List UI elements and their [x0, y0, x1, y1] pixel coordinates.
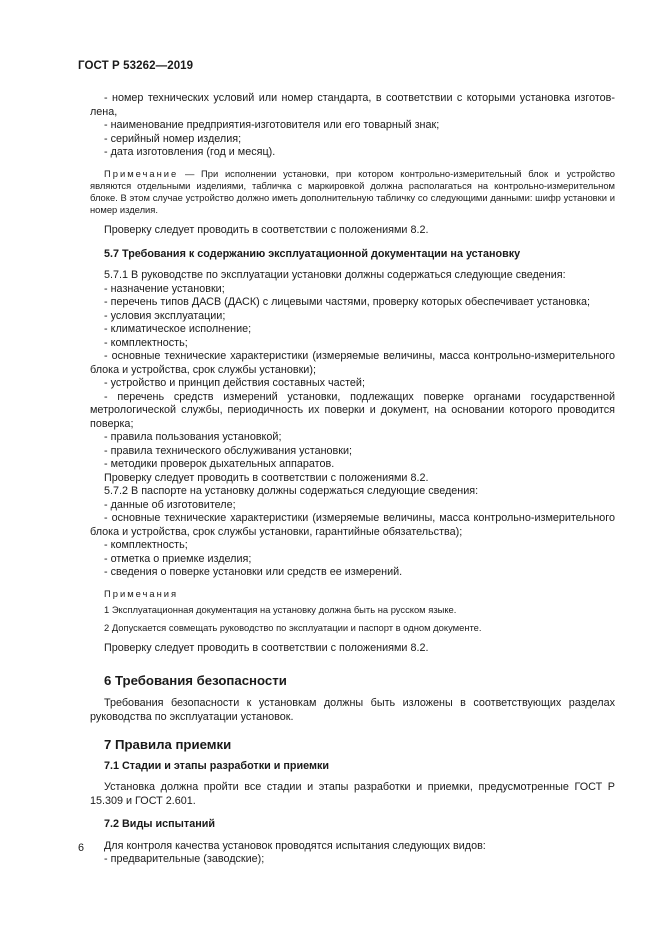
list-item: - сведения о поверке установки или средств ее измерений. — [104, 566, 403, 579]
note-item: 1 Эксплуатационная документация на установку должна быть на русском языке. — [104, 604, 457, 616]
list-item: - дата изготовления (год и месяц). — [104, 146, 276, 158]
list-item: - климатическое исполнение; — [104, 323, 252, 336]
list-item: - комплектность; — [104, 539, 188, 552]
section-heading-7-2: 7.2 Виды испытаний — [104, 818, 215, 831]
paragraph-7-1: Установка должна пройти все стадии и этапы разработки и приемки, предусмотренные ГОСТ Р 15.309 и ГОСТ 2.601. — [90, 781, 615, 807]
note-item: 2 Допускается совмещать руководство по эксплуатации и паспорт в одном документе. — [104, 622, 482, 634]
paragraph-5-7-2: 5.7.2 В паспорте на установку должны содержаться следующие сведения: — [104, 485, 479, 498]
section-heading-5-7: 5.7 Требования к содержанию эксплуатационной документации на установку — [104, 247, 521, 260]
section-heading-6: 6 Требования безопасности — [104, 672, 287, 688]
section-heading-7-1: 7.1 Стадии и этапы разработки и приемки — [104, 759, 330, 772]
check-reference: Проверку следует проводить в соответствии с положениями 8.2. — [104, 642, 429, 655]
list-item: - методики проверок дыхательных аппаратов. — [104, 458, 335, 471]
document-header: ГОСТ Р 53262—2019 — [78, 60, 194, 72]
document-body — [90, 92, 615, 867]
list-item: - перечень средств измерений установки, подлежащих поверке органами государственной метрологической службы, периодичность их поверки и документ, на основании которого проводится поверка; — [90, 390, 615, 430]
note — [90, 168, 615, 217]
note-label: Примечание — [104, 167, 179, 179]
list-item: - данные об изготовителе; — [104, 498, 236, 511]
list-item: - условия эксплуатации; — [104, 309, 226, 322]
list-item: - назначение установки; — [104, 282, 225, 295]
list-item: - перечень типов ДАСВ (ДАСК) с лицевыми частями, проверку которых обеспечивает установка; — [104, 296, 591, 309]
list-item: - номер технических условий или номер стандарта, в соответствии с которыми установка изготов-лена, — [90, 92, 615, 118]
list-item: - комплектность; — [104, 336, 188, 349]
note-text: — При исполнении установки, при котором контрольно-измерительный блок и устройство являются отдельными изделиями, табличка с маркировкой должна располагаться на контрольно-измерительном блоке. В этом случае устройство должно иметь дополнительную табличку со следующими данными: шифр установки и номер изделия. — [90, 167, 615, 216]
list-item: - основные технические характеристики (измеряемые величины, масса контрольно-измерительного блока и устройства, срок службы установки, гарантийные обязательства); — [90, 512, 615, 538]
paragraph-5-7-1: 5.7.1 В руководстве по эксплуатации установки должны содержаться следующие сведения: — [104, 269, 566, 282]
list-item: - предварительные (заводские); — [104, 853, 265, 866]
check-reference: Проверку следует проводить в соответствии с положениями 8.2. — [104, 224, 429, 237]
list-item: - наименование предприятия-изготовителя или его товарный знак; — [104, 119, 440, 131]
page-number: 6 — [78, 842, 85, 854]
list-item: - правила пользования установкой; — [104, 431, 282, 444]
list-item: - серийный номер изделия; — [104, 132, 242, 145]
list-item: - устройство и принцип действия составных частей; — [104, 377, 365, 390]
check-reference: Проверку следует проводить в соответствии с положениями 8.2. — [104, 471, 429, 484]
list-item: - правила технического обслуживания установки; — [104, 444, 353, 457]
list-item: - основные технические характеристики (измеряемые величины, масса контрольно-измерительного блока и устройства, срок службы установки); — [90, 350, 615, 376]
section-heading-7: 7 Правила приемки — [104, 737, 232, 753]
list-item: - отметка о приемке изделия; — [104, 552, 252, 565]
paragraph-7-2: Для контроля качества установок проводятся испытания следующих видов: — [104, 839, 486, 852]
paragraph-6: Требования безопасности к установкам должны быть изложены в соответствующих разделах руководства по эксплуатации установок. — [90, 697, 615, 723]
notes-label: Примечания — [104, 587, 179, 599]
